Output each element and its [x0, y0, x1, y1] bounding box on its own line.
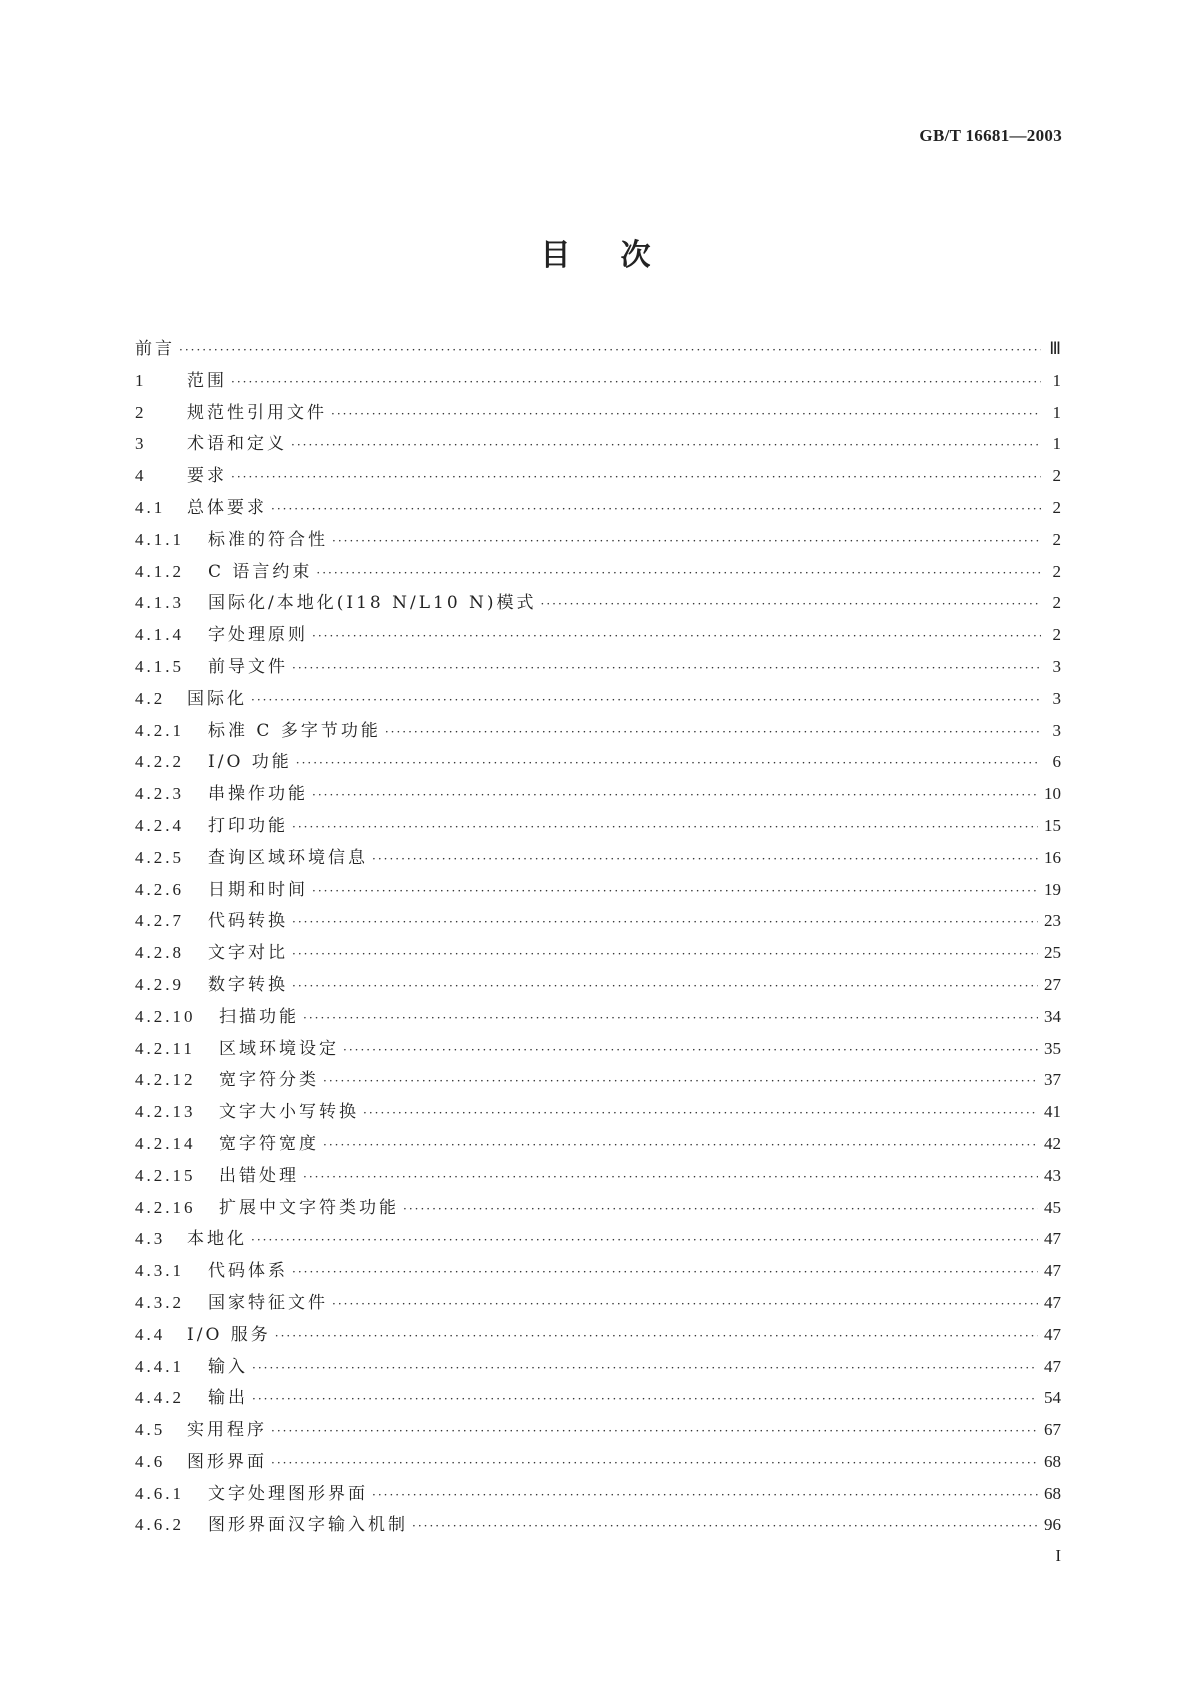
toc-entry[interactable]	[135, 334, 1061, 366]
dot-leader	[312, 788, 1038, 802]
toc-entry-number: 4.2.12	[135, 1070, 196, 1090]
toc-entry-number: 4.2.10	[135, 1006, 196, 1026]
dot-leader	[331, 407, 1041, 421]
toc-entry-page: 47	[1044, 1261, 1061, 1281]
toc-entry-page: Ⅲ	[1049, 339, 1061, 358]
toc-entry-page: 43	[1044, 1165, 1061, 1185]
toc-entry[interactable]	[135, 1034, 1061, 1066]
dot-leader	[412, 1519, 1038, 1533]
toc-entry-page: 1	[1052, 434, 1061, 454]
dot-leader	[271, 502, 1041, 516]
toc-entry-number: 4.2.11	[135, 1038, 195, 1058]
toc-entry[interactable]	[135, 588, 1061, 620]
toc-entry-page: 3	[1052, 720, 1061, 740]
toc-entry-page: 68	[1044, 1483, 1061, 1503]
toc-entry[interactable]	[135, 557, 1061, 589]
dot-leader	[332, 1297, 1038, 1311]
toc-entry-number: 3	[135, 434, 147, 454]
toc-entry-title: 扩展中文字符类功能	[219, 1197, 399, 1218]
toc-entry-title: 本地化	[187, 1229, 247, 1250]
toc-entry[interactable]	[135, 843, 1061, 875]
dot-leader	[252, 1392, 1038, 1406]
toc-entry[interactable]	[135, 1352, 1061, 1384]
toc-entry-page: 47	[1044, 1356, 1061, 1376]
toc-entry-number: 4.2.6	[135, 879, 184, 899]
toc-entry-number: 4.2.15	[135, 1165, 196, 1185]
toc-entry-number: 4.4	[135, 1324, 166, 1344]
toc-entry[interactable]	[135, 1193, 1061, 1225]
toc-entry-page: 2	[1052, 466, 1061, 486]
toc-entry-number: 2	[135, 402, 147, 422]
toc-entry-number: 4.2.16	[135, 1197, 196, 1217]
page-number: I	[1055, 1546, 1061, 1565]
toc-entry[interactable]	[135, 1065, 1061, 1097]
toc-entry-number: 4.2.8	[135, 943, 184, 963]
toc-entry-number: 4.4.1	[135, 1356, 184, 1376]
toc-entry-number: 4.2.7	[135, 911, 184, 931]
dot-leader	[303, 1170, 1038, 1184]
toc-entry-title: 串操作功能	[208, 784, 308, 805]
toc-entry-page: 1	[1052, 370, 1061, 390]
toc-entry-number: 4.5	[135, 1420, 166, 1440]
toc-entry-number: 4.6	[135, 1451, 166, 1471]
toc-entry-page: 37	[1044, 1070, 1061, 1090]
toc-entry[interactable]	[135, 747, 1061, 779]
dot-leader	[372, 1488, 1038, 1502]
toc-entry-title: C 语言约束	[208, 561, 313, 582]
toc-entry-title: 规范性引用文件	[187, 402, 327, 423]
toc-entry-page: 45	[1044, 1197, 1061, 1217]
toc-entry-page: 2	[1052, 561, 1061, 581]
dot-leader	[231, 375, 1041, 389]
dot-leader	[292, 1265, 1038, 1279]
toc-entry-title: 图形界面汉字输入机制	[208, 1515, 408, 1536]
toc-entry-title: 数字转换	[208, 974, 288, 995]
toc-entry-number: 4.1.4	[135, 625, 184, 645]
toc-entry-title: 文字处理图形界面	[208, 1483, 368, 1504]
standard-number: GB/T 16681—2003	[919, 126, 1062, 145]
dot-leader	[292, 947, 1038, 961]
toc-entry[interactable]	[135, 906, 1061, 938]
toc-entry-page: 6	[1052, 752, 1061, 772]
toc-entry-title: I/O 服务	[187, 1324, 271, 1345]
toc-entry-number: 4.6.2	[135, 1515, 184, 1535]
toc-entry[interactable]	[135, 652, 1061, 684]
page-title: 目次	[540, 238, 701, 273]
toc-entry-page: 96	[1044, 1515, 1061, 1535]
toc-entry[interactable]	[135, 716, 1061, 748]
dot-leader	[271, 1424, 1038, 1438]
toc-entry-title: 图形界面	[187, 1451, 267, 1472]
toc-entry-number: 4.1.2	[135, 561, 184, 581]
toc-entry[interactable]	[135, 525, 1061, 557]
dot-leader	[231, 470, 1041, 484]
dot-leader	[332, 534, 1041, 548]
dot-leader	[179, 343, 1041, 357]
toc-entry-title: 宽字符分类	[219, 1070, 319, 1091]
toc-entry[interactable]	[135, 779, 1061, 811]
toc-entry-number: 4.4.2	[135, 1388, 184, 1408]
dot-leader	[363, 1106, 1038, 1120]
toc-entry-title: 范围	[187, 370, 227, 391]
toc-entry-number: 4.6.1	[135, 1483, 184, 1503]
dot-leader	[252, 1361, 1038, 1375]
toc-entry-title: 打印功能	[208, 815, 288, 836]
toc-entry[interactable]	[135, 970, 1061, 1002]
toc-entry[interactable]	[135, 461, 1061, 493]
toc-entry-page: 68	[1044, 1451, 1061, 1471]
dot-leader	[291, 438, 1041, 452]
toc-entry-title: 国际化/本地化(I18 N/L10 N)模式	[208, 593, 537, 614]
toc-entry[interactable]	[135, 1415, 1061, 1447]
dot-leader	[372, 852, 1038, 866]
dot-leader	[296, 756, 1041, 770]
toc-entry-number: 4.3.1	[135, 1261, 184, 1281]
dot-leader	[251, 1233, 1038, 1247]
toc-entry[interactable]	[135, 684, 1061, 716]
dot-leader	[292, 915, 1038, 929]
toc-entry[interactable]	[135, 1288, 1061, 1320]
dot-leader	[292, 661, 1041, 675]
toc-entry-page: 2	[1052, 625, 1061, 645]
toc-entry-number: 4.2.13	[135, 1102, 196, 1122]
toc-entry-title: 代码体系	[208, 1261, 288, 1282]
toc-entry-number: 4.2.4	[135, 815, 184, 835]
toc-entry-page: 23	[1044, 911, 1061, 931]
dot-leader	[292, 820, 1038, 834]
toc-entry-title: 国际化	[187, 688, 247, 709]
toc-entry-number: 4.3	[135, 1229, 166, 1249]
toc-entry[interactable]	[135, 493, 1061, 525]
toc-entry-page: 3	[1052, 688, 1061, 708]
toc-entry-number: 4.2.5	[135, 847, 184, 867]
toc-entry-page: 35	[1044, 1038, 1061, 1058]
toc-entry-page: 41	[1044, 1102, 1061, 1122]
toc-entry[interactable]	[135, 1383, 1061, 1415]
toc-entry-page: 2	[1052, 497, 1061, 517]
toc-entry-title: 日期和时间	[208, 879, 308, 900]
toc-entry-page: 3	[1052, 656, 1061, 676]
toc-entry-title: 总体要求	[187, 497, 267, 518]
toc-entry-number: 4.2.2	[135, 752, 184, 772]
dot-leader	[323, 1138, 1038, 1152]
toc-entry[interactable]	[135, 398, 1061, 430]
toc-entry[interactable]	[135, 1510, 1061, 1542]
toc-entry-title: 文字大小写转换	[219, 1102, 359, 1123]
toc-entry-number: 4.3.2	[135, 1292, 184, 1312]
toc-entry-number: 4.1.1	[135, 529, 184, 549]
toc-entry-page: 25	[1044, 943, 1061, 963]
dot-leader	[385, 725, 1041, 739]
toc-entry[interactable]	[135, 1447, 1061, 1479]
toc-entry-title: 要求	[187, 466, 227, 487]
toc-entry-title: 区域环境设定	[219, 1038, 339, 1059]
toc-entry[interactable]	[135, 1256, 1061, 1288]
toc-entry-page: 15	[1044, 815, 1061, 835]
toc-entry-page: 10	[1044, 784, 1061, 804]
dot-leader	[275, 1329, 1038, 1343]
toc-entry-number: 4.2.9	[135, 974, 184, 994]
toc-entry-title: 文字对比	[208, 943, 288, 964]
toc-entry-title: 输入	[208, 1356, 248, 1377]
toc-entry[interactable]	[135, 620, 1061, 652]
toc-entry-number: 4.2.3	[135, 784, 184, 804]
toc-entry-number: 4.1	[135, 497, 166, 517]
table-of-contents	[135, 334, 1061, 1542]
dot-leader	[403, 1202, 1038, 1216]
toc-entry[interactable]	[135, 1002, 1061, 1034]
toc-entry-title: 标准 C 多字节功能	[208, 720, 381, 741]
toc-entry-page: 47	[1044, 1324, 1061, 1344]
toc-entry[interactable]	[135, 1479, 1061, 1511]
toc-entry-page: 67	[1044, 1420, 1061, 1440]
dot-leader	[312, 884, 1038, 898]
toc-entry-page: 54	[1044, 1388, 1061, 1408]
toc-entry[interactable]	[135, 429, 1061, 461]
toc-entry-title: 查询区域环境信息	[208, 847, 368, 868]
toc-entry-title: 标准的符合性	[208, 529, 328, 550]
toc-entry-title: I/O 功能	[208, 752, 292, 773]
toc-entry[interactable]	[135, 1161, 1061, 1193]
toc-entry-page: 47	[1044, 1292, 1061, 1312]
toc-entry-title: 扫描功能	[219, 1006, 299, 1027]
toc-entry-title: 前言	[135, 339, 175, 359]
dot-leader	[316, 566, 1041, 580]
toc-entry-title: 国家特征文件	[208, 1292, 328, 1313]
dot-leader	[251, 693, 1041, 707]
toc-entry-page: 19	[1044, 879, 1061, 899]
toc-entry[interactable]	[135, 811, 1061, 843]
toc-entry-number: 4.2.14	[135, 1133, 196, 1153]
dot-leader	[312, 629, 1041, 643]
toc-entry[interactable]	[135, 1320, 1061, 1352]
dot-leader	[343, 1043, 1038, 1057]
toc-entry-page: 2	[1052, 529, 1061, 549]
toc-entry[interactable]	[135, 1097, 1061, 1129]
toc-entry-page: 1	[1052, 402, 1061, 422]
toc-entry[interactable]	[135, 1129, 1061, 1161]
toc-entry-number: 4.1.5	[135, 656, 184, 676]
dot-leader	[292, 979, 1038, 993]
toc-entry-number: 4.2.1	[135, 720, 184, 740]
toc-entry-title: 前导文件	[208, 656, 288, 677]
toc-entry-page: 47	[1044, 1229, 1061, 1249]
toc-entry-page: 34	[1044, 1006, 1061, 1026]
toc-entry[interactable]	[135, 1224, 1061, 1256]
toc-entry-title: 宽字符宽度	[219, 1133, 319, 1154]
toc-entry-number: 4.2	[135, 688, 166, 708]
toc-entry-title: 输出	[208, 1388, 248, 1409]
toc-entry-number: 4.1.3	[135, 593, 184, 613]
toc-entry-title: 实用程序	[187, 1420, 267, 1441]
dot-leader	[541, 597, 1041, 611]
dot-leader	[323, 1074, 1038, 1088]
toc-entry-title: 代码转换	[208, 911, 288, 932]
toc-entry[interactable]	[135, 366, 1061, 398]
toc-entry-title: 字处理原则	[208, 625, 308, 646]
toc-entry-page: 2	[1052, 593, 1061, 613]
toc-entry[interactable]	[135, 938, 1061, 970]
toc-entry-number: 4	[135, 466, 147, 486]
dot-leader	[303, 1011, 1038, 1025]
toc-entry-number: 1	[135, 370, 147, 390]
toc-entry-title: 术语和定义	[187, 434, 287, 455]
toc-entry-page: 42	[1044, 1133, 1061, 1153]
toc-entry-page: 16	[1044, 847, 1061, 867]
toc-entry-title: 出错处理	[219, 1165, 299, 1186]
toc-entry[interactable]	[135, 875, 1061, 907]
dot-leader	[271, 1456, 1038, 1470]
toc-entry-page: 27	[1044, 974, 1061, 994]
